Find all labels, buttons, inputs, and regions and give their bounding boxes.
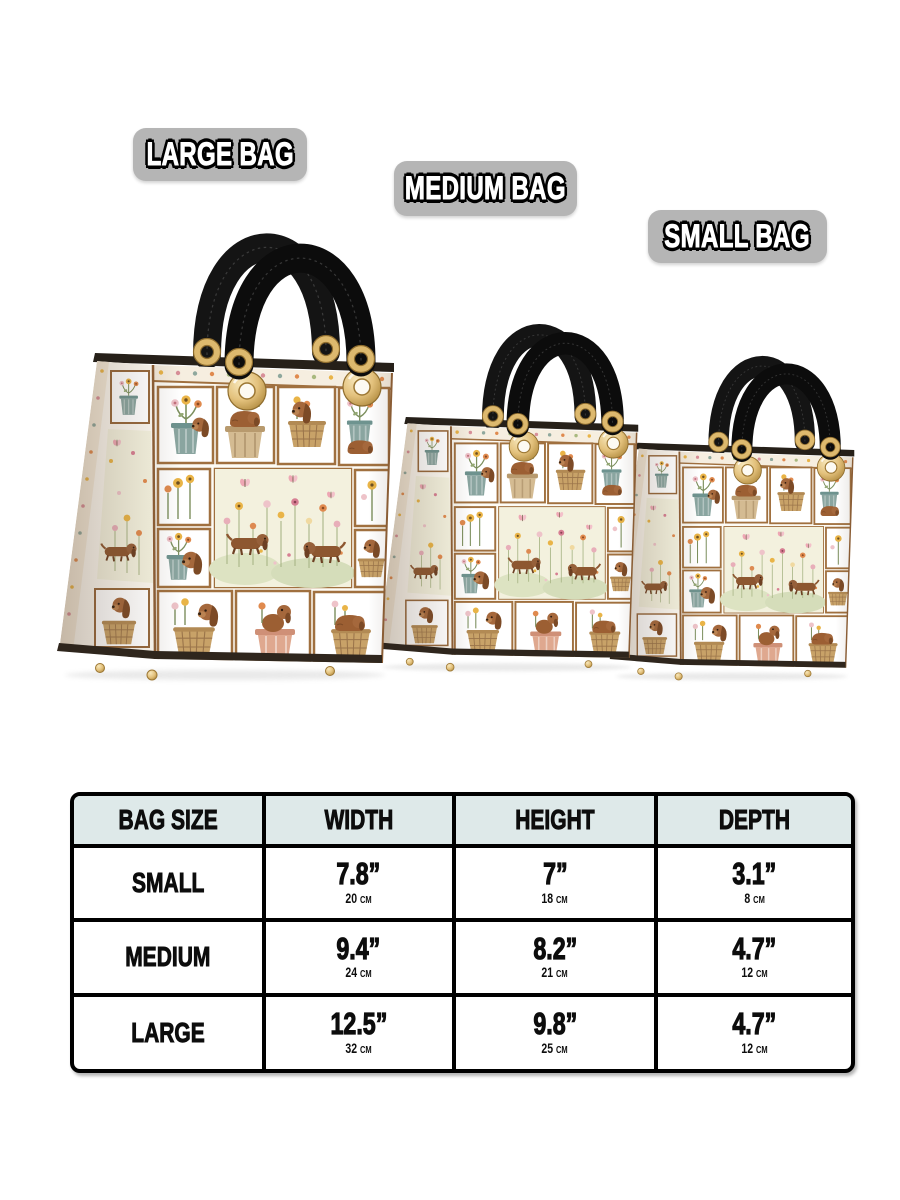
- size-table: [70, 792, 855, 1073]
- table-header-row: [74, 796, 851, 846]
- cell-height: 7” 18 cm: [454, 846, 656, 920]
- cell-width: 9.4” 24 cm: [264, 920, 454, 994]
- cell-height: 8.2” 21 cm: [454, 920, 656, 994]
- cell-size: MEDIUM: [74, 920, 264, 994]
- cell-size: LARGE: [74, 995, 264, 1069]
- bag-illustration-large: [45, 231, 395, 681]
- label-large-bag: [133, 128, 307, 181]
- table-row-small: [74, 846, 851, 920]
- header-depth: DEPTH: [656, 796, 851, 846]
- label-small-bag-text: SMALL BAG: [664, 218, 811, 254]
- cell-depth: 4.7” 12 cm: [732, 1006, 777, 1056]
- cell-depth: 4.7” 12 cm: [656, 920, 851, 994]
- cell-size: SMALL: [74, 846, 264, 920]
- table-row-large: [74, 995, 851, 1069]
- label-large-bag-text: LARGE BAG: [146, 136, 294, 172]
- header-height: HEIGHT: [454, 796, 656, 846]
- header-width: WIDTH: [264, 796, 454, 846]
- table-row-medium: [74, 920, 851, 994]
- label-medium-bag-text: MEDIUM BAG: [404, 170, 567, 206]
- label-small-bag: [648, 210, 827, 263]
- bag-illustration-small: [601, 354, 855, 681]
- cell-width: 12.5” 32 cm: [264, 995, 454, 1069]
- cell-depth: 3.1” 8 cm: [656, 846, 851, 920]
- label-medium-bag: [394, 161, 577, 216]
- cell-height: 9.8” 25 cm: [454, 995, 656, 1069]
- header-bag-size: BAG SIZE: [74, 796, 264, 846]
- cell-width: 7.8” 20 cm: [264, 846, 454, 920]
- bag-illustration-medium: [367, 322, 639, 672]
